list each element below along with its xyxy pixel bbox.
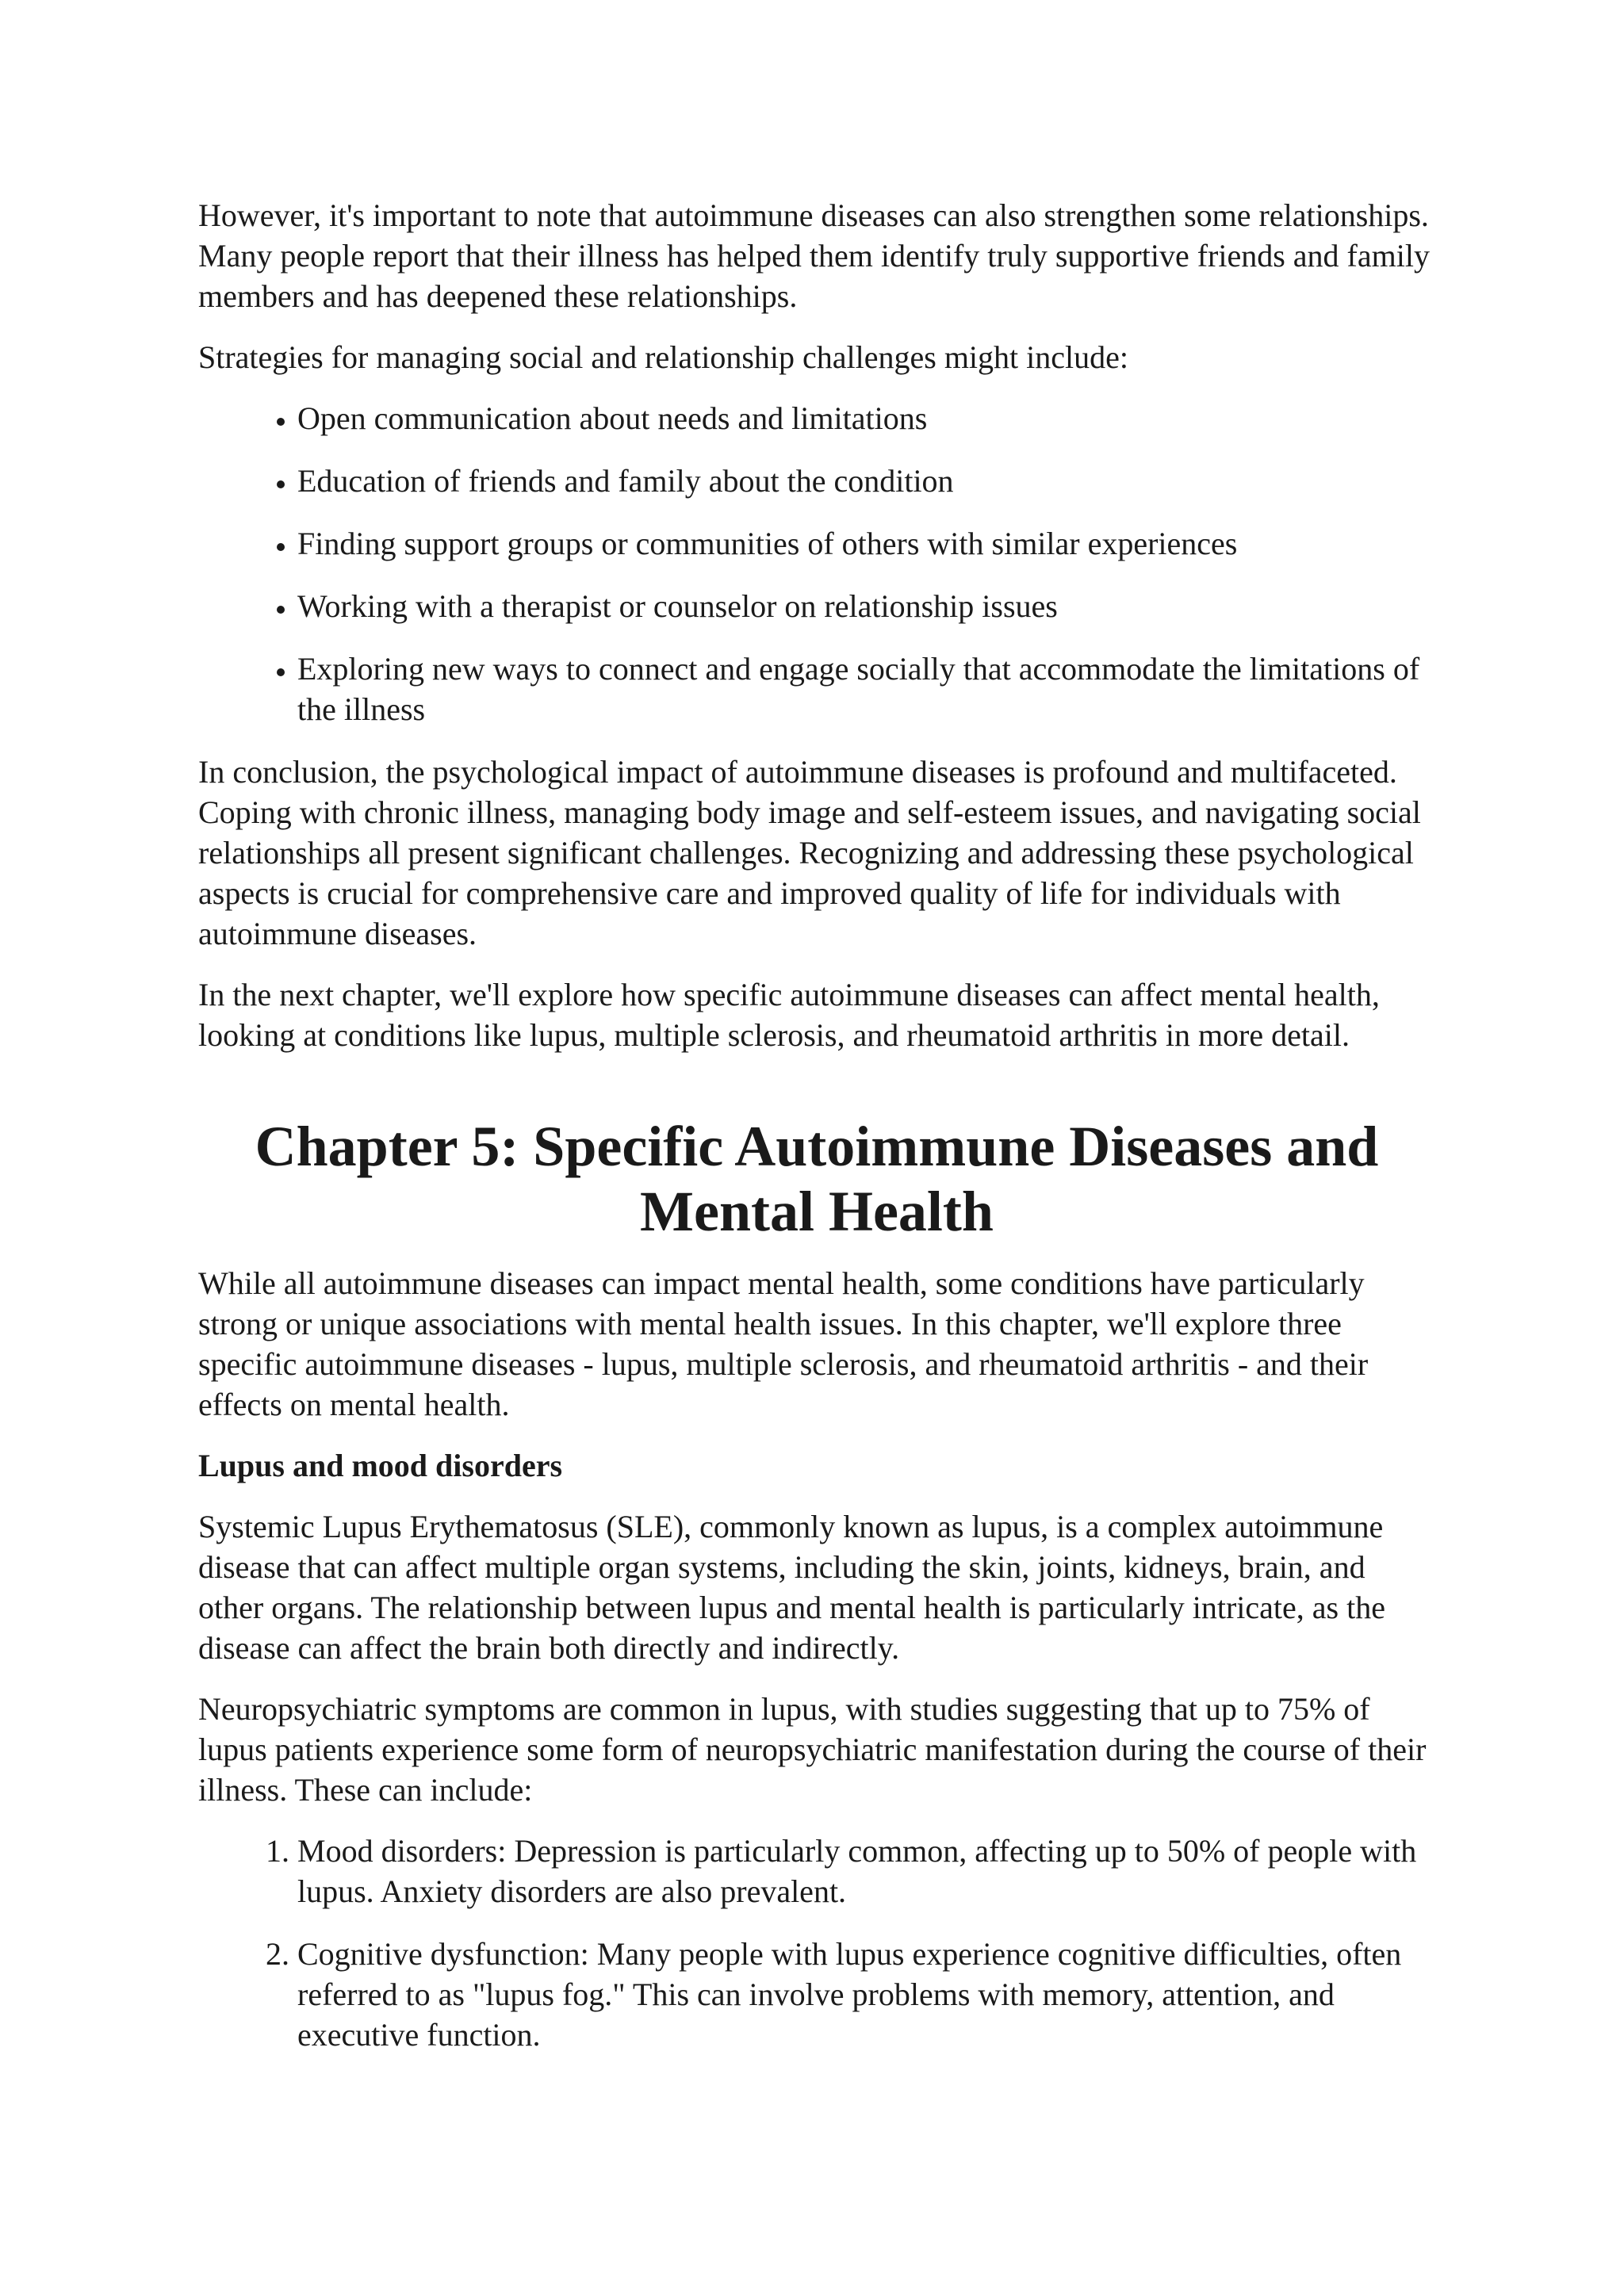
strategies-list <box>198 398 1435 729</box>
section-heading-lupus: Lupus and mood disorders <box>198 1448 563 1483</box>
lupus-symptoms-list <box>198 1831 1435 2055</box>
paragraph-conclusion: In conclusion, the psychological impact of autoimmune diseases is profound and multifaceted. Coping with chronic illness, managing body image and self-esteem issues, and navigating social relationships all present significant challenges. Recognizing and addressing these psychological aspects is crucial for comprehensive care and improved quality of life for individuals with autoimmune diseases. <box>198 754 1421 951</box>
document-page <box>198 195 1435 2077</box>
list-item: • Working with a therapist or counselor on relationship issues <box>297 586 1435 626</box>
paragraph-chapter-intro: While all autoimmune diseases can impact mental health, some conditions have particularly strong or unique associations with mental health issues. In this chapter, we'll explore three specific autoimmune diseases - lupus, multiple sclerosis, and rheumatoid arthritis - and their effects on mental health. <box>198 1265 1369 1422</box>
list-item: • Exploring new ways to connect and engage socially that accommodate the limitations of the illness <box>297 649 1435 729</box>
list-item: 1. Mood disorders: Depression is particularly common, affecting up to 50% of people with lupus. Anxiety disorders are also prevalent. <box>297 1831 1435 1911</box>
paragraph-relationships: However, it's important to note that autoimmune diseases can also strengthen some relationships. Many people report that their illness has helped them identify truly supportive friends and family members and has deepened these relationships. <box>198 197 1430 314</box>
list-item: • Open communication about needs and limitations <box>297 398 1435 438</box>
list-item: • Education of friends and family about the condition <box>297 461 1435 501</box>
paragraph-lupus-neuropsychiatric: Neuropsychiatric symptoms are common in lupus, with studies suggesting that up to 75% of lupus patients experience some form of neuropsychiatric manifestation during the course of their illness. These can include: <box>198 1691 1427 1808</box>
chapter-title: Chapter 5: Specific Autoimmune Diseases and Mental Health <box>255 1115 1379 1243</box>
paragraph-strategies-intro: Strategies for managing social and relationship challenges might include: <box>198 339 1129 375</box>
paragraph-lupus-overview: Systemic Lupus Erythematosus (SLE), commonly known as lupus, is a complex autoimmune disease that can affect multiple organ systems, including the skin, joints, kidneys, brain, and other organs. The relationship between lupus and mental health is particularly intricate, as the disease can affect the brain both directly and indirectly. <box>198 1509 1385 1666</box>
paragraph-next-chapter: In the next chapter, we'll explore how specific autoimmune diseases can affect mental health, looking at conditions like lupus, multiple sclerosis, and rheumatoid arthritis in more detail. <box>198 977 1380 1053</box>
list-item: • Finding support groups or communities of others with similar experiences <box>297 523 1435 564</box>
list-item: 2. Cognitive dysfunction: Many people with lupus experience cognitive difficulties, often referred to as "lupus fog." This can involve problems with memory, attention, and executive function. <box>297 1934 1435 2055</box>
